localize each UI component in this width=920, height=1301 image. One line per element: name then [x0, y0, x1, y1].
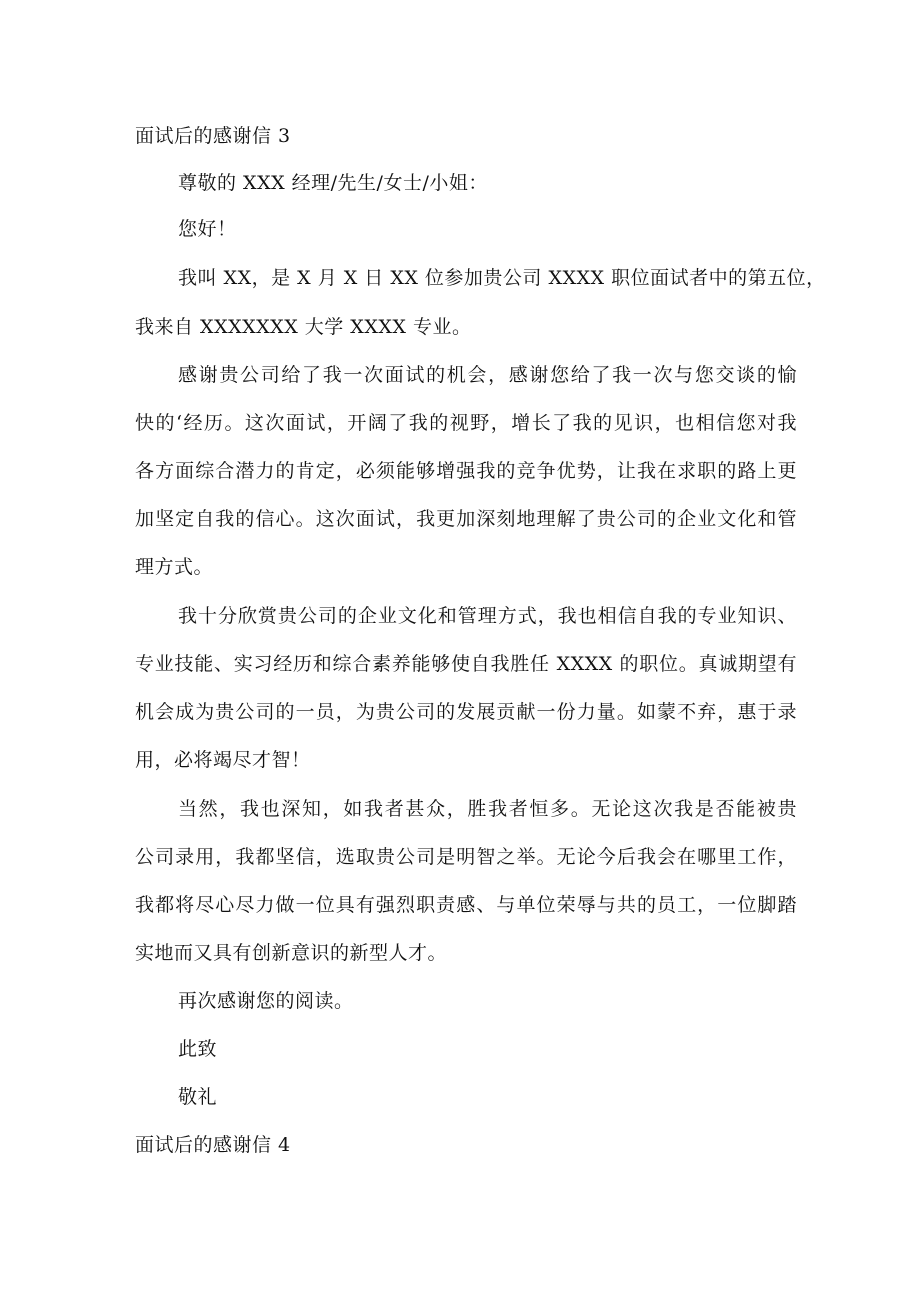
paragraph-3-line-3: 机会成为贵公司的一员，为贵公司的发展贡献一份力量。如蒙不弃，惠于录 — [135, 701, 797, 723]
paragraph-3-line-4: 用，必将竭尽才智！ — [135, 749, 311, 771]
letter-heading-4: 面试后的感谢信 4 — [135, 1134, 291, 1156]
salutation: 尊敬的 XXX 经理/先生/女士/小姐： — [178, 172, 488, 194]
paragraph-4-line-1: 当然，我也深知，如我者甚众，胜我者恒多。无论这次我是否能被贵 — [178, 798, 797, 820]
paragraph-3-line-2: 专业技能、实习经历和综合素养能够使自我胜任 XXXX 的职位。真诚期望有 — [135, 653, 797, 675]
paragraph-1-line-2: 我来自 XXXXXXX 大学 XXXX 专业。 — [135, 316, 472, 338]
closing-line-2: 敬礼 — [178, 1086, 218, 1108]
paragraph-4-line-4: 实地而又具有创新意识的新型人才。 — [135, 942, 448, 964]
paragraph-1-line-1: 我叫 XX，是 X 月 X 日 XX 位参加贵公司 XXXX 职位面试者中的第五位， — [178, 267, 826, 289]
paragraph-2-line-5: 理方式。 — [135, 556, 214, 578]
paragraph-2-line-1: 感谢贵公司给了我一次面试的机会，感谢您给了我一次与您交谈的愉 — [178, 364, 797, 386]
paragraph-3-line-1: 我十分欣赏贵公司的企业文化和管理方式，我也相信自我的专业知识、 — [178, 605, 797, 627]
thanks-again: 再次感谢您的阅读。 — [178, 990, 354, 1012]
paragraph-2-line-3: 各方面综合潜力的肯定，必须能够增强我的竞争优势，让我在求职的路上更 — [135, 460, 797, 482]
letter-heading-3: 面试后的感谢信 3 — [135, 125, 291, 147]
paragraph-2-line-4: 加坚定自我的信心。这次面试，我更加深刻地理解了贵公司的企业文化和管 — [135, 508, 797, 530]
paragraph-2-line-2: 快的‘经历。这次面试，开阔了我的视野，增长了我的见识，也相信您对我 — [135, 412, 797, 434]
paragraph-4-line-3: 我都将尽心尽力做一位具有强烈职责感、与单位荣辱与共的员工，一位脚踏 — [135, 894, 797, 916]
closing-line-1: 此致 — [178, 1038, 218, 1060]
paragraph-4-line-2: 公司录用，我都坚信，选取贵公司是明智之举。无论今后我会在哪里工作， — [135, 846, 797, 868]
greeting: 您好！ — [178, 218, 237, 240]
